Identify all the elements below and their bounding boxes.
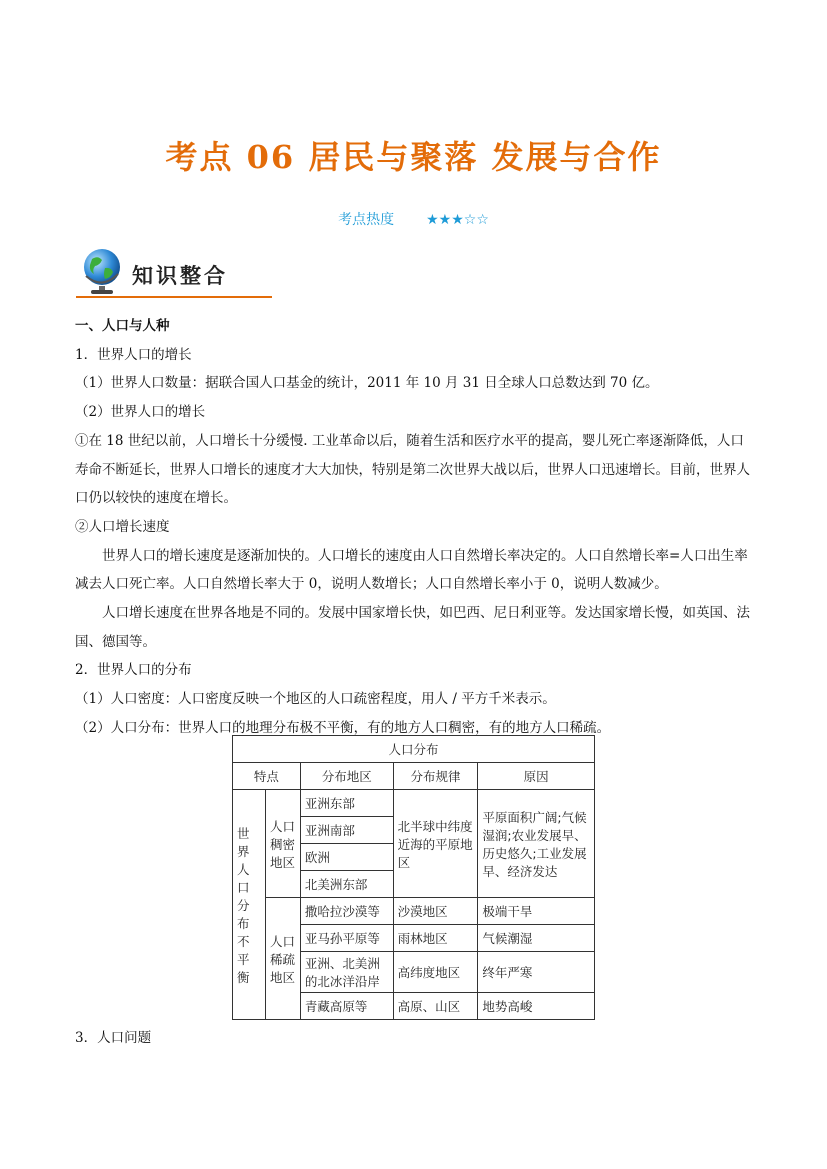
banner-underline	[76, 296, 272, 298]
sparse-region: 亚洲、北美洲的北冰洋沿岸	[300, 952, 393, 993]
heading-population: 一、人口与人种	[75, 318, 170, 334]
body-text	[75, 312, 755, 743]
dense-region: 欧洲	[300, 844, 393, 871]
heat-rating	[0, 209, 827, 229]
sparse-reason: 终年严寒	[478, 952, 595, 993]
para-density: （1）人口密度：人口密度反映一个地区的人口疏密程度，用人 / 平方千米表示。	[75, 691, 556, 708]
dense-region: 亚洲南部	[300, 817, 393, 844]
population-distribution-table	[232, 735, 595, 1020]
subheading-growth-2: （2）世界人口的增长	[75, 404, 206, 421]
heat-label: 考点热度	[338, 212, 395, 228]
dense-label-cell: 人口稠密地区	[265, 790, 300, 898]
dense-region: 亚洲东部	[300, 790, 393, 817]
sparse-region: 青藏高原等	[300, 993, 393, 1020]
section-banner	[76, 244, 272, 300]
sparse-region: 撒哈拉沙漠等	[300, 898, 393, 925]
header-rule: 分布规律	[393, 763, 478, 790]
header-reason: 原因	[478, 763, 595, 790]
dense-rule: 北半球中纬度近海的平原地区	[393, 790, 478, 898]
dense-reason: 平原面积广阔;气候湿润;农业发展早、历史悠久;工业发展早、经济发达	[478, 790, 595, 898]
table-caption: 人口分布	[233, 736, 595, 763]
subheading-distribution: 2．世界人口的分布	[75, 662, 192, 679]
para-regional-speed: 人口增长速度在世界各地是不同的。发展中国家增长快，如巴西、尼日利亚等。发达国家增长慢，如英国、法国、德国等。	[75, 605, 750, 650]
sparse-reason: 地势高峻	[478, 993, 595, 1020]
para-speed: 世界人口的增长速度是逐渐加快的。人口增长的速度由人口自然增长率决定的。人口自然增长率=人口出生率减去人口死亡率。人口自然增长率大于 0，说明人数增长；人口自然增长率小于 0，说明人数减少。	[75, 547, 748, 593]
page-title: 考点 06 居民与聚落 发展与合作	[165, 138, 662, 176]
sparse-rule: 高原、山区	[393, 993, 478, 1020]
main-label-cell: 世界人口分布不平衡	[233, 790, 266, 1020]
dense-region: 北美洲东部	[300, 871, 393, 898]
header-feature: 特点	[233, 763, 301, 790]
para-history: ①在 18 世纪以前，人口增长十分缓慢. 工业革命以后，随着生活和医疗水平的提高，婴儿死亡率逐渐降低，人口寿命不断延长，世界人口增长的速度才大大加快，特别是第二次世界大战以后，世界人口迅速增长。目前，世界人口仍以较快的速度在增长。	[75, 432, 750, 507]
subheading-speed: ②人口增长速度	[75, 518, 170, 535]
globe-icon	[80, 246, 126, 296]
sparse-rule: 沙漠地区	[393, 898, 478, 925]
sparse-reason: 极端干旱	[478, 898, 595, 925]
sparse-region: 亚马孙平原等	[300, 925, 393, 952]
heat-stars: ★★★☆☆	[426, 212, 489, 228]
banner-title: 知识整合	[132, 264, 228, 288]
sparse-rule: 高纬度地区	[393, 952, 478, 993]
para-population-count: （1）世界人口数量：据联合国人口基金的统计，2011 年 10 月 31 日全球人口总数达到 70 亿。	[75, 375, 659, 392]
subheading-population-problems: 3．人口问题	[75, 1030, 152, 1046]
sparse-rule: 雨林地区	[393, 925, 478, 952]
sparse-label-cell: 人口稀疏地区	[265, 898, 300, 1020]
subheading-growth: 1．世界人口的增长	[75, 346, 192, 363]
para-distribution: （2）人口分布：世界人口的地理分布极不平衡，有的地方人口稠密，有的地方人口稀疏。	[75, 719, 611, 736]
header-region: 分布地区	[300, 763, 393, 790]
sparse-reason: 气候潮湿	[478, 925, 595, 952]
